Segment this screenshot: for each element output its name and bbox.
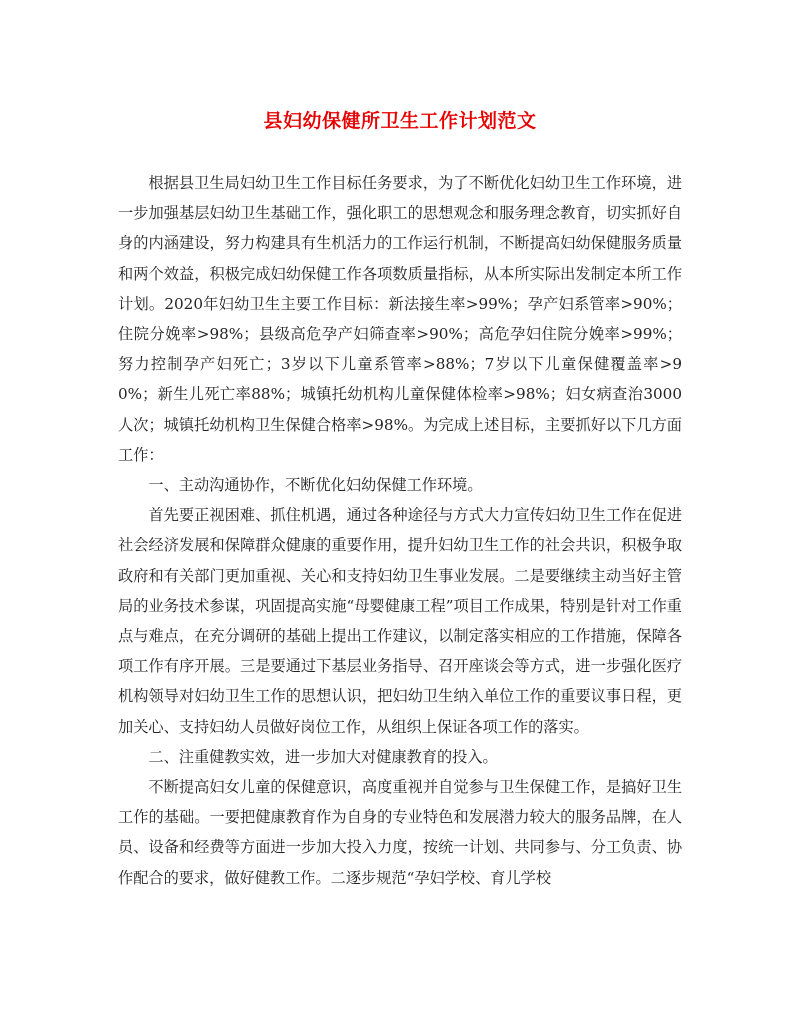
paragraph-intro: 根据县卫生局妇幼卫生工作目标任务要求，为了不断优化妇幼卫生工作环境，进一步加强基层妇幼卫生基础工作，强化职工的思想观念和服务理念教育，切实抓好自身的内涵建设，努力构建具有生机活力的工作运行机制，不断提高妇幼保健服务质量和两个效益，积极完成妇幼保健工作各项数质量指标，从本所实际出发制定本所工作计划。2020年妇幼卫生主要工作目标：新法接生率>99%；孕产妇系管率>90%；住院分娩率>98%；县级高危孕产妇筛查率>90%；高危孕妇住院分娩率>99%；努力控制孕产妇死亡；3岁以下儿童系管率>88%；7岁以下儿童保健覆盖率>90%；新生儿死亡率88%；城镇托幼机构儿童保健体检率>98%；妇女病查治3000人次；城镇托幼机构卫生保健合格率>98%。为完成上述目标，主要抓好以下几方面工作：	[118, 174, 682, 464]
section-heading-1: 一、主动沟通协作，不断优化妇幼保健工作环境。	[148, 476, 483, 495]
paragraph-section-2: 不断提高妇女儿童的保健意识，高度重视并自觉参与卫生保健工作，是搞好卫生工作的基础。一要把健康教育作为自身的专业特色和发展潜力较大的服务品牌，在人员、设备和经费等方面进一步加大投入力度，按统一计划、共同参与、分工负责、协作配合的要求，做好健教工作。二逐步规范“孕妇学校、育儿学校	[118, 778, 682, 887]
document-title: 县妇幼保健所卫生工作计划范文	[263, 110, 537, 132]
paragraph-section-1: 首先要正视困难、抓住机遇，通过各种途径与方式大力宣传妇幼卫生工作在促进社会经济发展和保障群众健康的重要作用，提升妇幼卫生工作的社会共识，积极争取政府和有关部门更加重视、关心和支持妇幼卫生事业发展。二是要继续主动当好主管局的业务技术参谋，巩固提高实施“母婴健康工程”项目工作成果，特别是针对工作重点与难点，在充分调研的基础上提出工作建议，以制定落实相应的工作措施，保障各项工作有序开展。三是要通过下基层业务指导、召开座谈会等方式，进一步强化医疗机构领导对妇幼卫生工作的思想认识，把妇幼卫生纳入单位工作的重要议事日程，更加关心、支持妇幼人员做好岗位工作，从组织上保证各项工作的落实。	[118, 506, 682, 736]
document-body	[118, 168, 682, 893]
section-heading-2: 二、注重健教实效，进一步加大对健康教育的投入。	[148, 747, 498, 766]
